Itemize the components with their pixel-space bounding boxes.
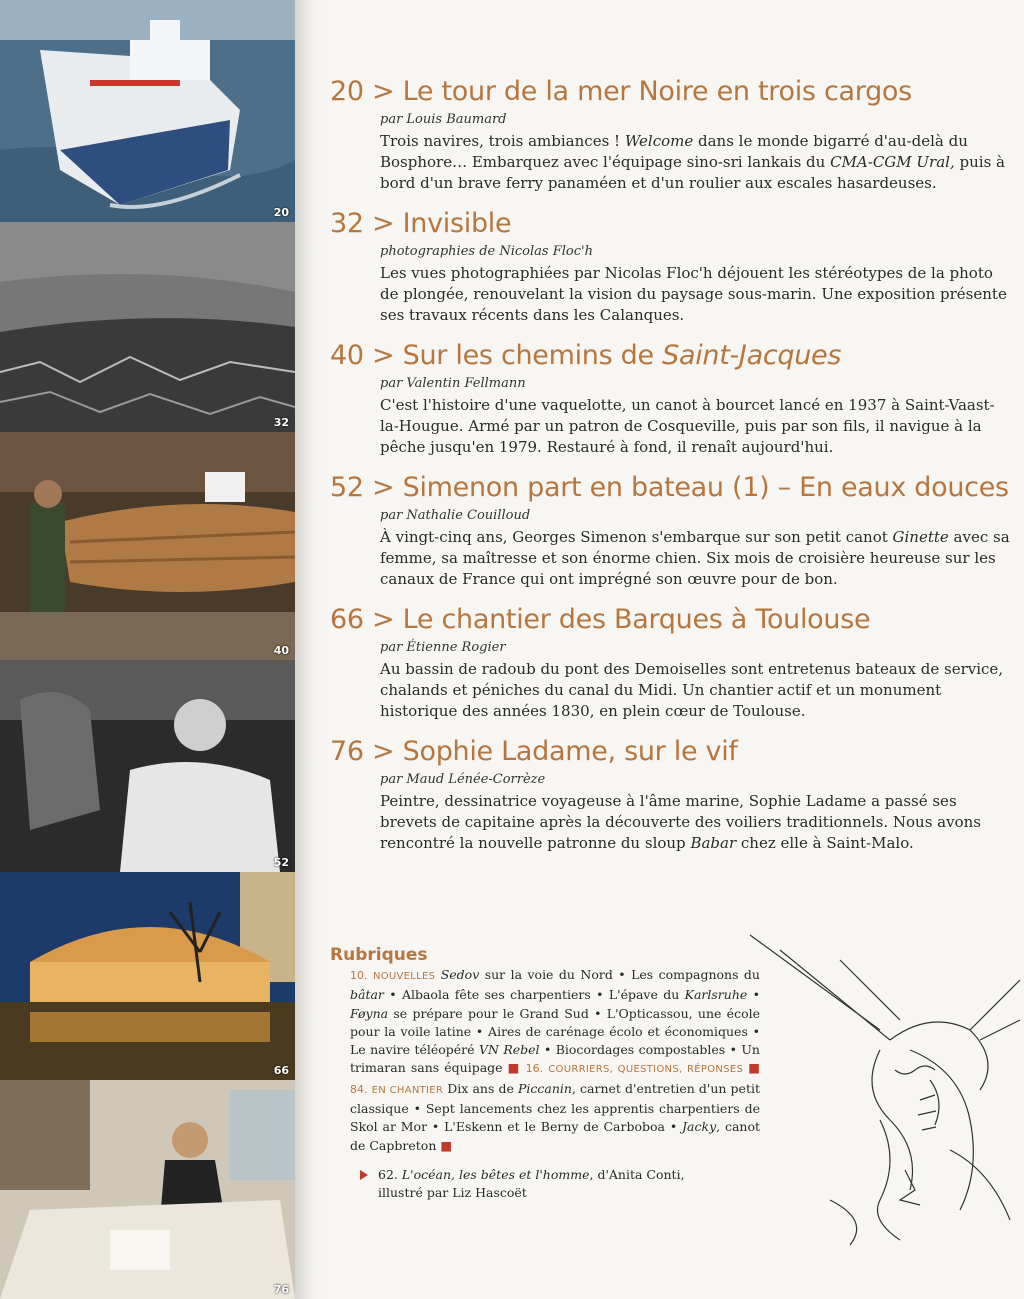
entry-title[interactable]: 20 > Le tour de la mer Noire en trois cargos	[330, 76, 912, 107]
photo-page-number: 76	[273, 1283, 289, 1296]
entry-author: par Louis Baumard	[380, 112, 507, 127]
entry-description: Les vues photographiées par Nicolas Floc'h déjouent les stéréotypes de la photo de plongée, renouvelant la vision du paysage sous-marin. Une exposition présente ses travaux récents dans les Calanques.	[380, 264, 1007, 324]
toc-entries	[330, 74, 1010, 866]
entry-description: Peintre, dessinatrice voyageuse à l'âme marine, Sophie Ladame a passé ses brevets de capitaine après la découverte des voiliers traditionnels. Nous avons rencontré la nouvelle patronne du sloup Babar chez elle à Saint-Malo.	[380, 792, 981, 852]
square-icon: ■	[507, 1060, 521, 1076]
toc-entry[interactable]	[330, 74, 1010, 194]
toc-entry[interactable]	[330, 206, 1010, 326]
entry-title[interactable]: 32 > Invisible	[330, 208, 512, 239]
photo-page-number: 20	[273, 206, 289, 219]
entry-author: par Valentin Fellmann	[380, 376, 526, 391]
entry-title[interactable]: 52 > Simenon part en bateau (1) – En eaux douces	[330, 472, 1009, 503]
entry-title[interactable]: 76 > Sophie Ladame, sur le vif	[330, 736, 738, 767]
entry-author: par Étienne Rogier	[380, 640, 506, 655]
photo-page-number: 32	[273, 416, 289, 429]
illustration-credit: 62. L'océan, les bêtes et l'homme, d'Anita Conti, illustré par Liz Hascoët	[378, 1166, 718, 1202]
square-icon: ■	[440, 1137, 453, 1153]
toc-entry[interactable]	[330, 602, 1010, 722]
photo-page-number: 40	[273, 644, 289, 657]
page-gutter	[295, 0, 323, 1299]
entry-description: À vingt-cinq ans, Georges Simenon s'embarque sur son petit canot Ginette avec sa femme, sa maîtresse et son énorme chien. Six mois de croisière heureuse sur les canaux de France qui ont imprégné son œuvre pour de bon.	[380, 528, 1010, 588]
entry-author: photographies de Nicolas Floc'h	[380, 244, 593, 259]
entry-description: Trois navires, trois ambiances ! Welcome dans le monde bigarré d'au-delà du Bosphore… Embarquez avec l'équipage sino-sri lankais du CMA-CGM Ural, puis à bord d'un brave ferry panaméen et d'un roulier aux escales hasardeuses.	[380, 132, 1005, 192]
photo-strip	[0, 0, 295, 1299]
entry-author: par Maud Lénée-Corrèze	[380, 772, 546, 787]
triangle-bullet-icon	[360, 1170, 368, 1180]
entry-description: Au bassin de radoub du pont des Demoiselles sont entretenus bateaux de service, chalands et péniches du canal du Midi. Un chantier actif et un monument historique des années 1830, en plein cœur de Toulouse.	[380, 660, 1004, 720]
cargo-ship-photo	[0, 0, 295, 222]
ink-sketch-illustration	[730, 920, 1024, 1250]
artist-drawing-photo	[0, 1080, 295, 1299]
seabed-photo	[0, 222, 295, 432]
entry-description: C'est l'histoire d'une vaquelotte, un canot à bourcet lancé en 1937 à Saint-Vaast-la-Hougue. Armé par un patron de Cosqueville, puis par son fils, il navigue à la pêche jusqu'en 1979. Restauré à fond, il renaît aujourd'hui.	[380, 396, 995, 456]
toc-entry[interactable]	[330, 338, 1010, 458]
rubriques-section	[330, 945, 760, 1155]
entry-title[interactable]: 66 > Le chantier des Barques à Toulouse	[330, 604, 871, 635]
rubriques-text: 10. NOUVELLES Sedov sur la voie du Nord • Les compagnons du bâtar • Albaola fête ses charpentiers • L'épave du Karlsruhe • Føyna se prépare pour le Grand Sud • L'Opticassou, une école pour la voile latine • Aires de carénage écolo et économiques • Le navire téléopéré VN Rebel • Biocordages compostables • Un trimaran sans équipage ■ 16. COURRIERS, QUESTIONS, RÉPONSES ■ 84. EN CHANTIER Dix ans de Piccanin, carnet d'entretien d'un petit classique • Sept lancements chez les apprentis charpentiers de Skol ar Mor • L'Eskenn et le Berny de Carboboa • Jacky, canot de Capbreton ■	[350, 967, 761, 1153]
boat-workshop-photo	[0, 432, 295, 660]
photo-page-number: 66	[273, 1064, 289, 1077]
toc-entry[interactable]	[330, 470, 1010, 590]
entry-title[interactable]: 40 > Sur les chemins de Saint-Jacques	[330, 340, 842, 371]
rubriques-title: Rubriques	[330, 945, 428, 965]
photo-page-number: 52	[273, 856, 289, 869]
boathouse-night-photo	[0, 872, 295, 1080]
toc-entry[interactable]	[330, 734, 1010, 854]
man-with-dog-photo	[0, 660, 295, 872]
entry-author: par Nathalie Couilloud	[380, 508, 531, 523]
square-icon: ■	[748, 1060, 761, 1076]
